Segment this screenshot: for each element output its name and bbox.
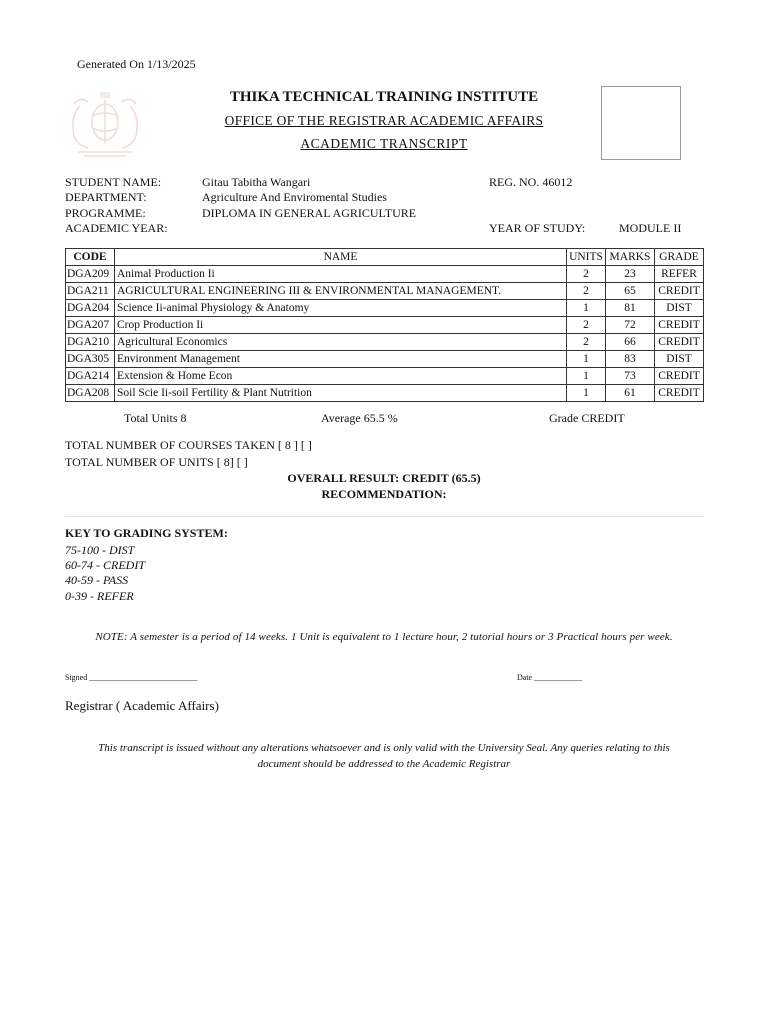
date-line: Date ____________	[517, 673, 583, 682]
overall-result: OVERALL RESULT: CREDIT (65.5)	[287, 471, 481, 485]
course-code: DGA305	[66, 351, 115, 368]
table-row	[66, 334, 704, 351]
grading-key-title: KEY TO GRADING SYSTEM:	[65, 526, 228, 540]
course-grade: REFER	[655, 266, 704, 283]
grading-item: 40-59 - PASS	[65, 573, 129, 587]
course-units: 2	[567, 334, 606, 351]
course-name: Science Ii-animal Physiology & Anatomy	[115, 300, 567, 317]
generated-date: Generated On 1/13/2025	[77, 57, 196, 71]
document-title: ACADEMIC TRANSCRIPT	[300, 136, 468, 151]
courses-table	[65, 248, 704, 402]
department-value: Agriculture And Enviromental Studies	[202, 190, 387, 204]
courses-taken: TOTAL NUMBER OF COURSES TAKEN [ 8 ] [ ]	[65, 438, 312, 452]
programme-value: DIPLOMA IN GENERAL AGRICULTURE	[202, 206, 417, 220]
course-name: Extension & Home Econ	[115, 368, 567, 385]
institute-name: THIKA TECHNICAL TRAINING INSTITUTE	[229, 89, 539, 105]
disclaimer-line-2: document should be addressed to the Academic Registrar	[257, 758, 511, 770]
course-name: Environment Management	[115, 351, 567, 368]
table-row	[66, 368, 704, 385]
units-taken: TOTAL NUMBER OF UNITS [ 8] [ ]	[65, 455, 248, 469]
table-row	[66, 385, 704, 402]
course-name: Animal Production Ii	[115, 266, 567, 283]
course-units: 2	[567, 317, 606, 334]
course-marks: 72	[606, 317, 655, 334]
course-name: Soil Scie Ii-soil Fertility & Plant Nutrition	[115, 385, 567, 402]
student-name-label: STUDENT NAME:	[65, 175, 162, 189]
course-units: 2	[567, 283, 606, 300]
grading-item: 60-74 - CREDIT	[65, 558, 145, 572]
course-marks: 66	[606, 334, 655, 351]
course-code: DGA207	[66, 317, 115, 334]
table-header-row	[66, 249, 704, 266]
header-code: CODE	[66, 249, 115, 266]
overall-grade: Grade CREDIT	[549, 411, 625, 425]
course-units: 1	[567, 385, 606, 402]
year-of-study-label: YEAR OF STUDY:	[489, 221, 586, 235]
course-units: 2	[567, 266, 606, 283]
course-marks: 61	[606, 385, 655, 402]
grading-item: 0-39 - REFER	[65, 589, 134, 603]
table-row	[66, 351, 704, 368]
course-grade: CREDIT	[655, 283, 704, 300]
recommendation: RECOMMENDATION:	[321, 487, 447, 501]
reg-number: REG. NO. 46012	[489, 175, 573, 189]
office-title: OFFICE OF THE REGISTRAR ACADEMIC AFFAIRS	[224, 113, 544, 128]
course-units: 1	[567, 368, 606, 385]
course-units: 1	[567, 300, 606, 317]
table-row	[66, 283, 704, 300]
header-marks: MARKS	[606, 249, 655, 266]
course-code: DGA211	[66, 283, 115, 300]
section-divider	[65, 516, 704, 517]
course-grade: DIST	[655, 351, 704, 368]
signed-line: Signed ___________________________	[65, 673, 198, 682]
programme-label: PROGRAMME:	[65, 206, 146, 220]
table-row	[66, 317, 704, 334]
course-code: DGA209	[66, 266, 115, 283]
course-grade: CREDIT	[655, 368, 704, 385]
course-marks: 81	[606, 300, 655, 317]
academic-year-label: ACADEMIC YEAR:	[65, 221, 168, 235]
photo-placeholder	[601, 86, 681, 160]
course-name: Crop Production Ii	[115, 317, 567, 334]
course-name: AGRICULTURAL ENGINEERING III & ENVIRONMENTAL MANAGEMENT.	[115, 283, 567, 300]
disclaimer-line-1: This transcript is issued without any alterations whatsoever and is only valid with the University Seal. Any queries relating to this	[98, 742, 670, 754]
course-marks: 65	[606, 283, 655, 300]
course-units: 1	[567, 351, 606, 368]
course-marks: 23	[606, 266, 655, 283]
course-grade: DIST	[655, 300, 704, 317]
header-units: UNITS	[567, 249, 606, 266]
registrar-title: Registrar ( Academic Affairs)	[65, 698, 219, 713]
table-row	[66, 266, 704, 283]
course-grade: CREDIT	[655, 334, 704, 351]
department-label: DEPARTMENT:	[65, 190, 147, 204]
course-grade: CREDIT	[655, 385, 704, 402]
grading-item: 75-100 - DIST	[65, 543, 135, 557]
course-code: DGA204	[66, 300, 115, 317]
header-name: NAME	[115, 249, 567, 266]
average: Average 65.5 %	[321, 411, 398, 425]
course-code: DGA208	[66, 385, 115, 402]
header-grade: GRADE	[655, 249, 704, 266]
course-code: DGA210	[66, 334, 115, 351]
table-row	[66, 300, 704, 317]
course-name: Agricultural Economics	[115, 334, 567, 351]
course-marks: 73	[606, 368, 655, 385]
student-name-value: Gitau Tabitha Wangari	[202, 175, 311, 189]
semester-note: NOTE: A semester is a period of 14 weeks. 1 Unit is equivalent to 1 lecture hour, 2 tutorial hours or 3 Practical hours per week.	[95, 631, 673, 643]
total-units: Total Units 8	[124, 411, 187, 425]
course-marks: 83	[606, 351, 655, 368]
course-code: DGA214	[66, 368, 115, 385]
course-grade: CREDIT	[655, 317, 704, 334]
module-value: MODULE II	[619, 221, 682, 235]
